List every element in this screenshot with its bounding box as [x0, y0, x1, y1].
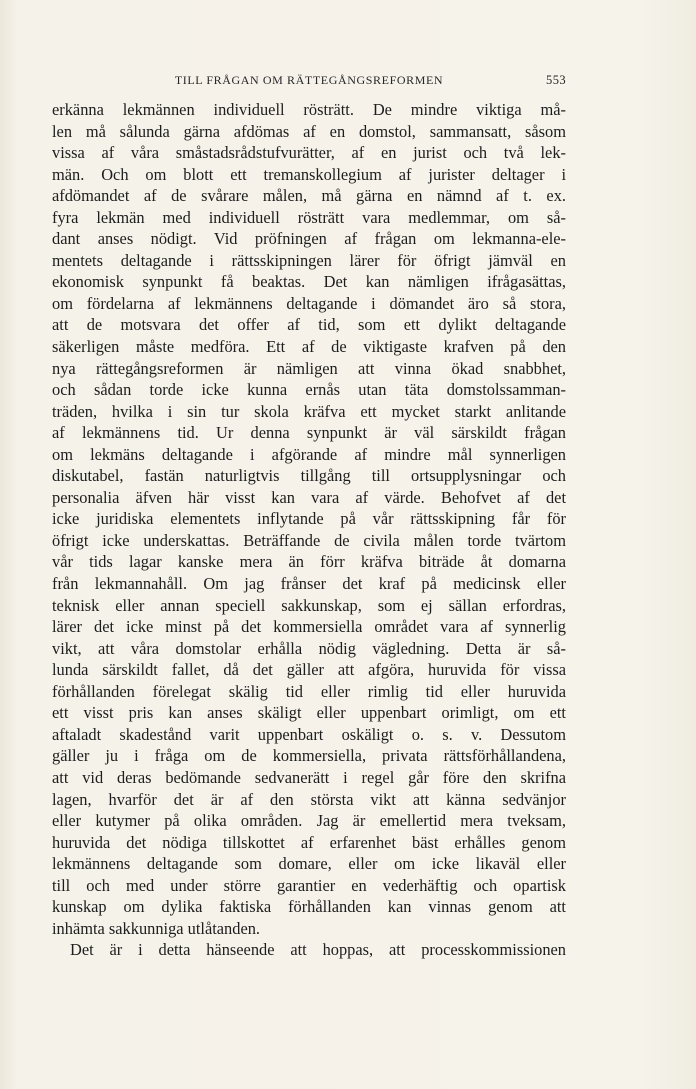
text-line: män. Och om blott ett tremanskollegium af jurister deltager i	[52, 164, 566, 184]
text-line: nya rättegångsreformen är nämligen att vinna ökad snabbhet,	[52, 358, 566, 378]
paragraph-end-line: inhämta sakkunniga utlåtanden.	[52, 918, 261, 938]
text-line: förhållanden förelegat skälig tid eller rimlig tid eller huruvida	[52, 681, 566, 701]
text-line: träden, hvilka i sin tur skola kräfva ett mycket starkt anlitande	[52, 401, 566, 421]
text-line: lärer det icke minst på det kommersiella området vara af synnerlig	[52, 617, 566, 637]
paragraph-start-line: Det är i detta hänseende att hoppas, att processkommissionen	[70, 940, 566, 960]
text-line: lunda särskildt fallet, då det gäller att afgöra, huruvida för vissa	[52, 660, 566, 680]
text-line: diskutabel, fastän naturligtvis tillgång till ortsupplysningar och	[52, 466, 566, 486]
text-line: om lekmäns deltagande i afgörande af mindre mål synnerligen	[52, 444, 566, 464]
text-line: att de motsvara det offer af tid, som ett dylikt deltagande	[52, 315, 566, 335]
text-line: icke juridiska elementets inflytande på vår rättsskipning får för	[52, 509, 566, 529]
text-line: från lekmannahåll. Om jag frånser det kraf på medicinsk eller	[52, 574, 566, 594]
text-line: säkerligen måste medföra. Ett af de viktigaste krafven på den	[52, 337, 566, 357]
running-header	[52, 73, 566, 89]
text-line: lagen, hvarför det är af den största vikt att känna sedvänjor	[52, 789, 566, 809]
text-line: teknisk eller annan speciell sakkunskap, som ej sällan erfordras,	[52, 595, 566, 615]
text-line: dant anses nödigt. Vid pröfningen af frågan om lekmanna-ele-	[52, 229, 566, 249]
text-line: len må sålunda gärna afdömas af en domstol, sammansatt, såsom	[52, 121, 566, 141]
text-line: och sådan torde icke kunna ernås utan täta domstolssamman-	[52, 380, 566, 400]
text-line: aftaladt skadestånd varit uppenbart oskäligt o. s. v. Dessutom	[52, 724, 566, 744]
text-line: till och med under större garantier en vederhäftig och opartisk	[52, 875, 566, 895]
text-line: personalia äfven här visst kan vara af värde. Behofvet af det	[52, 487, 566, 507]
text-line: afdömandet af de svårare målen, må gärna en nämnd af t. ex.	[52, 186, 566, 206]
text-line: huruvida det nödiga tillskottet af erfarenhet bäst erhålles genom	[52, 832, 566, 852]
text-line: ett visst pris kan anses skäligt eller uppenbart orimligt, om ett	[52, 703, 566, 723]
page-number: 553	[546, 73, 566, 87]
text-line: om fördelarna af lekmännens deltagande i dömandet äro så stora,	[52, 293, 566, 313]
text-line: fyra lekmän med individuell rösträtt vara medlemmar, om så-	[52, 207, 566, 227]
text-line: att vid deras bedömande sedvanerätt i regel går före den skrifna	[52, 767, 566, 787]
text-line: vår tids lagar kanske mera än förr kräfva biträde åt domarna	[52, 552, 566, 572]
text-line: eller kutymer på olika områden. Jag är emellertid mera tveksam,	[52, 811, 566, 831]
text-line: gäller ju i fråga om de kommersiella, privata rättsförhållandena,	[52, 746, 566, 766]
text-line: erkänna lekmännen individuell rösträtt. De mindre viktiga må-	[52, 100, 566, 119]
running-title: TILL FRÅGAN OM RÄTTEGÅNGSREFORMEN	[174, 73, 444, 87]
text-line: öfrigt icke underskattas. Beträffande de civila målen torde tvärtom	[52, 530, 566, 550]
text-line: ekonomisk synpunkt få beaktas. Det kan nämligen ifrågasättas,	[52, 272, 566, 292]
text-line: kunskap om dylika faktiska förhållanden kan vinnas genom att	[52, 897, 566, 917]
text-line: af lekmännens tid. Ur denna synpunkt är väl särskildt frågan	[52, 423, 566, 443]
text-line: lekmännens deltagande som domare, eller om icke likaväl eller	[52, 854, 566, 874]
text-line: mentets deltagande i rättsskipningen lärer för öfrigt jämväl en	[52, 250, 566, 270]
text-line: vissa af våra småstadsrådstufvurätter, af en jurist och två lek-	[52, 143, 566, 163]
body-text	[52, 99, 566, 961]
text-line: vikt, att våra domstolar erhålla nödig vägledning. Detta är så-	[52, 638, 566, 658]
